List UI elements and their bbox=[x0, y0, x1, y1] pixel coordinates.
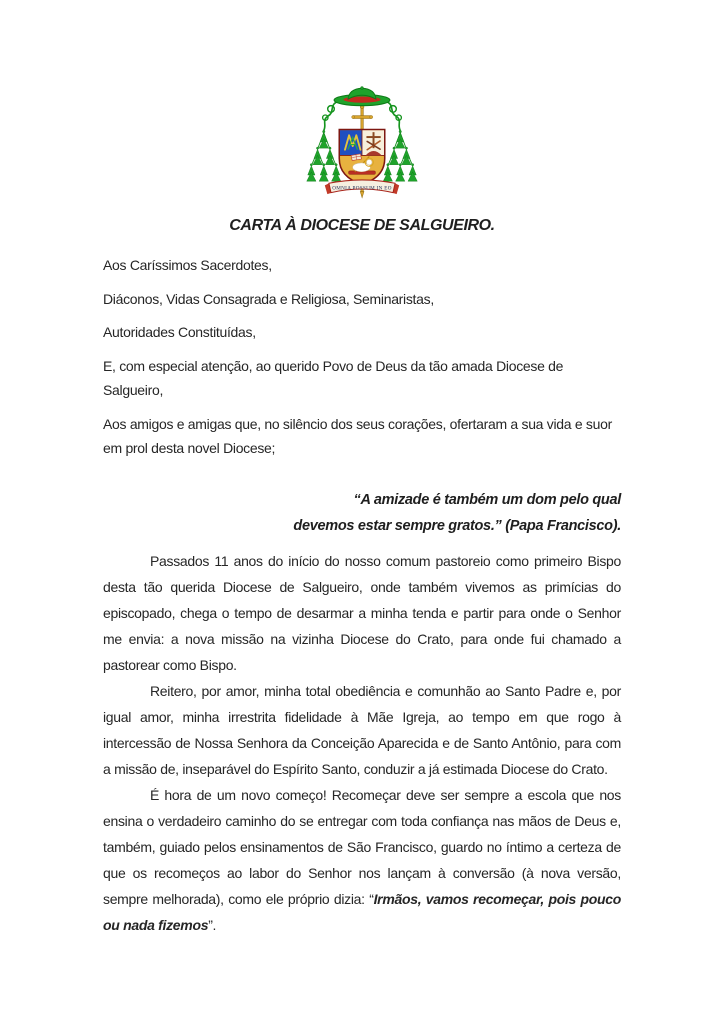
document-title: CARTA À DIOCESE DE SALGUEIRO. bbox=[229, 217, 495, 234]
salutation-line: Autoridades Constituídas, bbox=[103, 324, 256, 340]
paragraph-3-text: É hora de um novo começo! Recomeçar deve ser sempre a escola que nos ensina o verdadeiro caminho do se entregar com toda confiança nas mãos de Deus e, também, guiado pelos ensinamentos de São Francisco, guardo no íntimo a certeza de que os recomeços ao labor do Senhor nos lançam à conversão (à nova versão, sempre melhorada), como ele próprio dizia: “ bbox=[103, 786, 621, 907]
salutation-line: Aos Caríssimos Sacerdotes, bbox=[103, 257, 272, 273]
paragraph-3-emphasis: Irmãos, vamos recomeçar, pois pouco ou nada fizemos bbox=[103, 890, 621, 933]
letter-body bbox=[103, 548, 621, 938]
body-paragraph-3 bbox=[103, 782, 621, 938]
quote-line-2: devemos estar sempre gratos.” (Papa Francisco). bbox=[293, 517, 621, 534]
salutation-block bbox=[103, 253, 621, 461]
paragraph-3-closing: ”. bbox=[208, 916, 217, 933]
body-paragraph-2: Reitero, por amor, minha total obediência e comunhão ao Santo Padre e, por igual amor, minha irrestrita fidelidade à Mãe Igreja, ao tempo em que rogo à intercessão de Nossa Senhora da Conceição Aparecida e de Santo Antônio, para com a missão de, inseparável do Espírito Santo, conduzir a já estimada Diocese do Crato. bbox=[103, 682, 621, 777]
papal-quote bbox=[103, 487, 621, 539]
salutation-line: Diáconos, Vidas Consagrada e Religiosa, Seminaristas, bbox=[103, 290, 434, 307]
crest-motto-text: OMNIA POSSUM IN EO bbox=[332, 185, 392, 192]
galero-icon bbox=[334, 87, 390, 106]
crest-container bbox=[0, 0, 724, 207]
quote-line-1: “A amizade é também um dom pelo qual bbox=[353, 491, 621, 508]
galero-tassels-left bbox=[307, 102, 341, 182]
body-paragraph-1: Passados 11 anos do início do nosso comum pastoreio como primeiro Bispo desta tão querida Diocese de Salgueiro, onde também vivemos as primícias do episcopado, chega o tempo de desarmar a minha tenda e partir para onde o Senhor me envia: a nova missão na vizinha Diocese do Crato, para onde fui chamado a pastorear como Bispo. bbox=[103, 552, 621, 673]
salutation-line: Aos amigos e amigas que, no silêncio dos seus corações, ofertaram a sua vida e suor em prol desta novel Diocese; bbox=[103, 415, 612, 456]
letter-content bbox=[0, 253, 724, 938]
galero-tassels-right bbox=[383, 102, 417, 182]
salutation-line: E, com especial atenção, ao querido Povo de Deus da tão amada Diocese de Salgueiro, bbox=[103, 357, 564, 398]
episcopal-coat-of-arms-icon bbox=[300, 84, 424, 202]
crest-shield bbox=[339, 130, 384, 185]
